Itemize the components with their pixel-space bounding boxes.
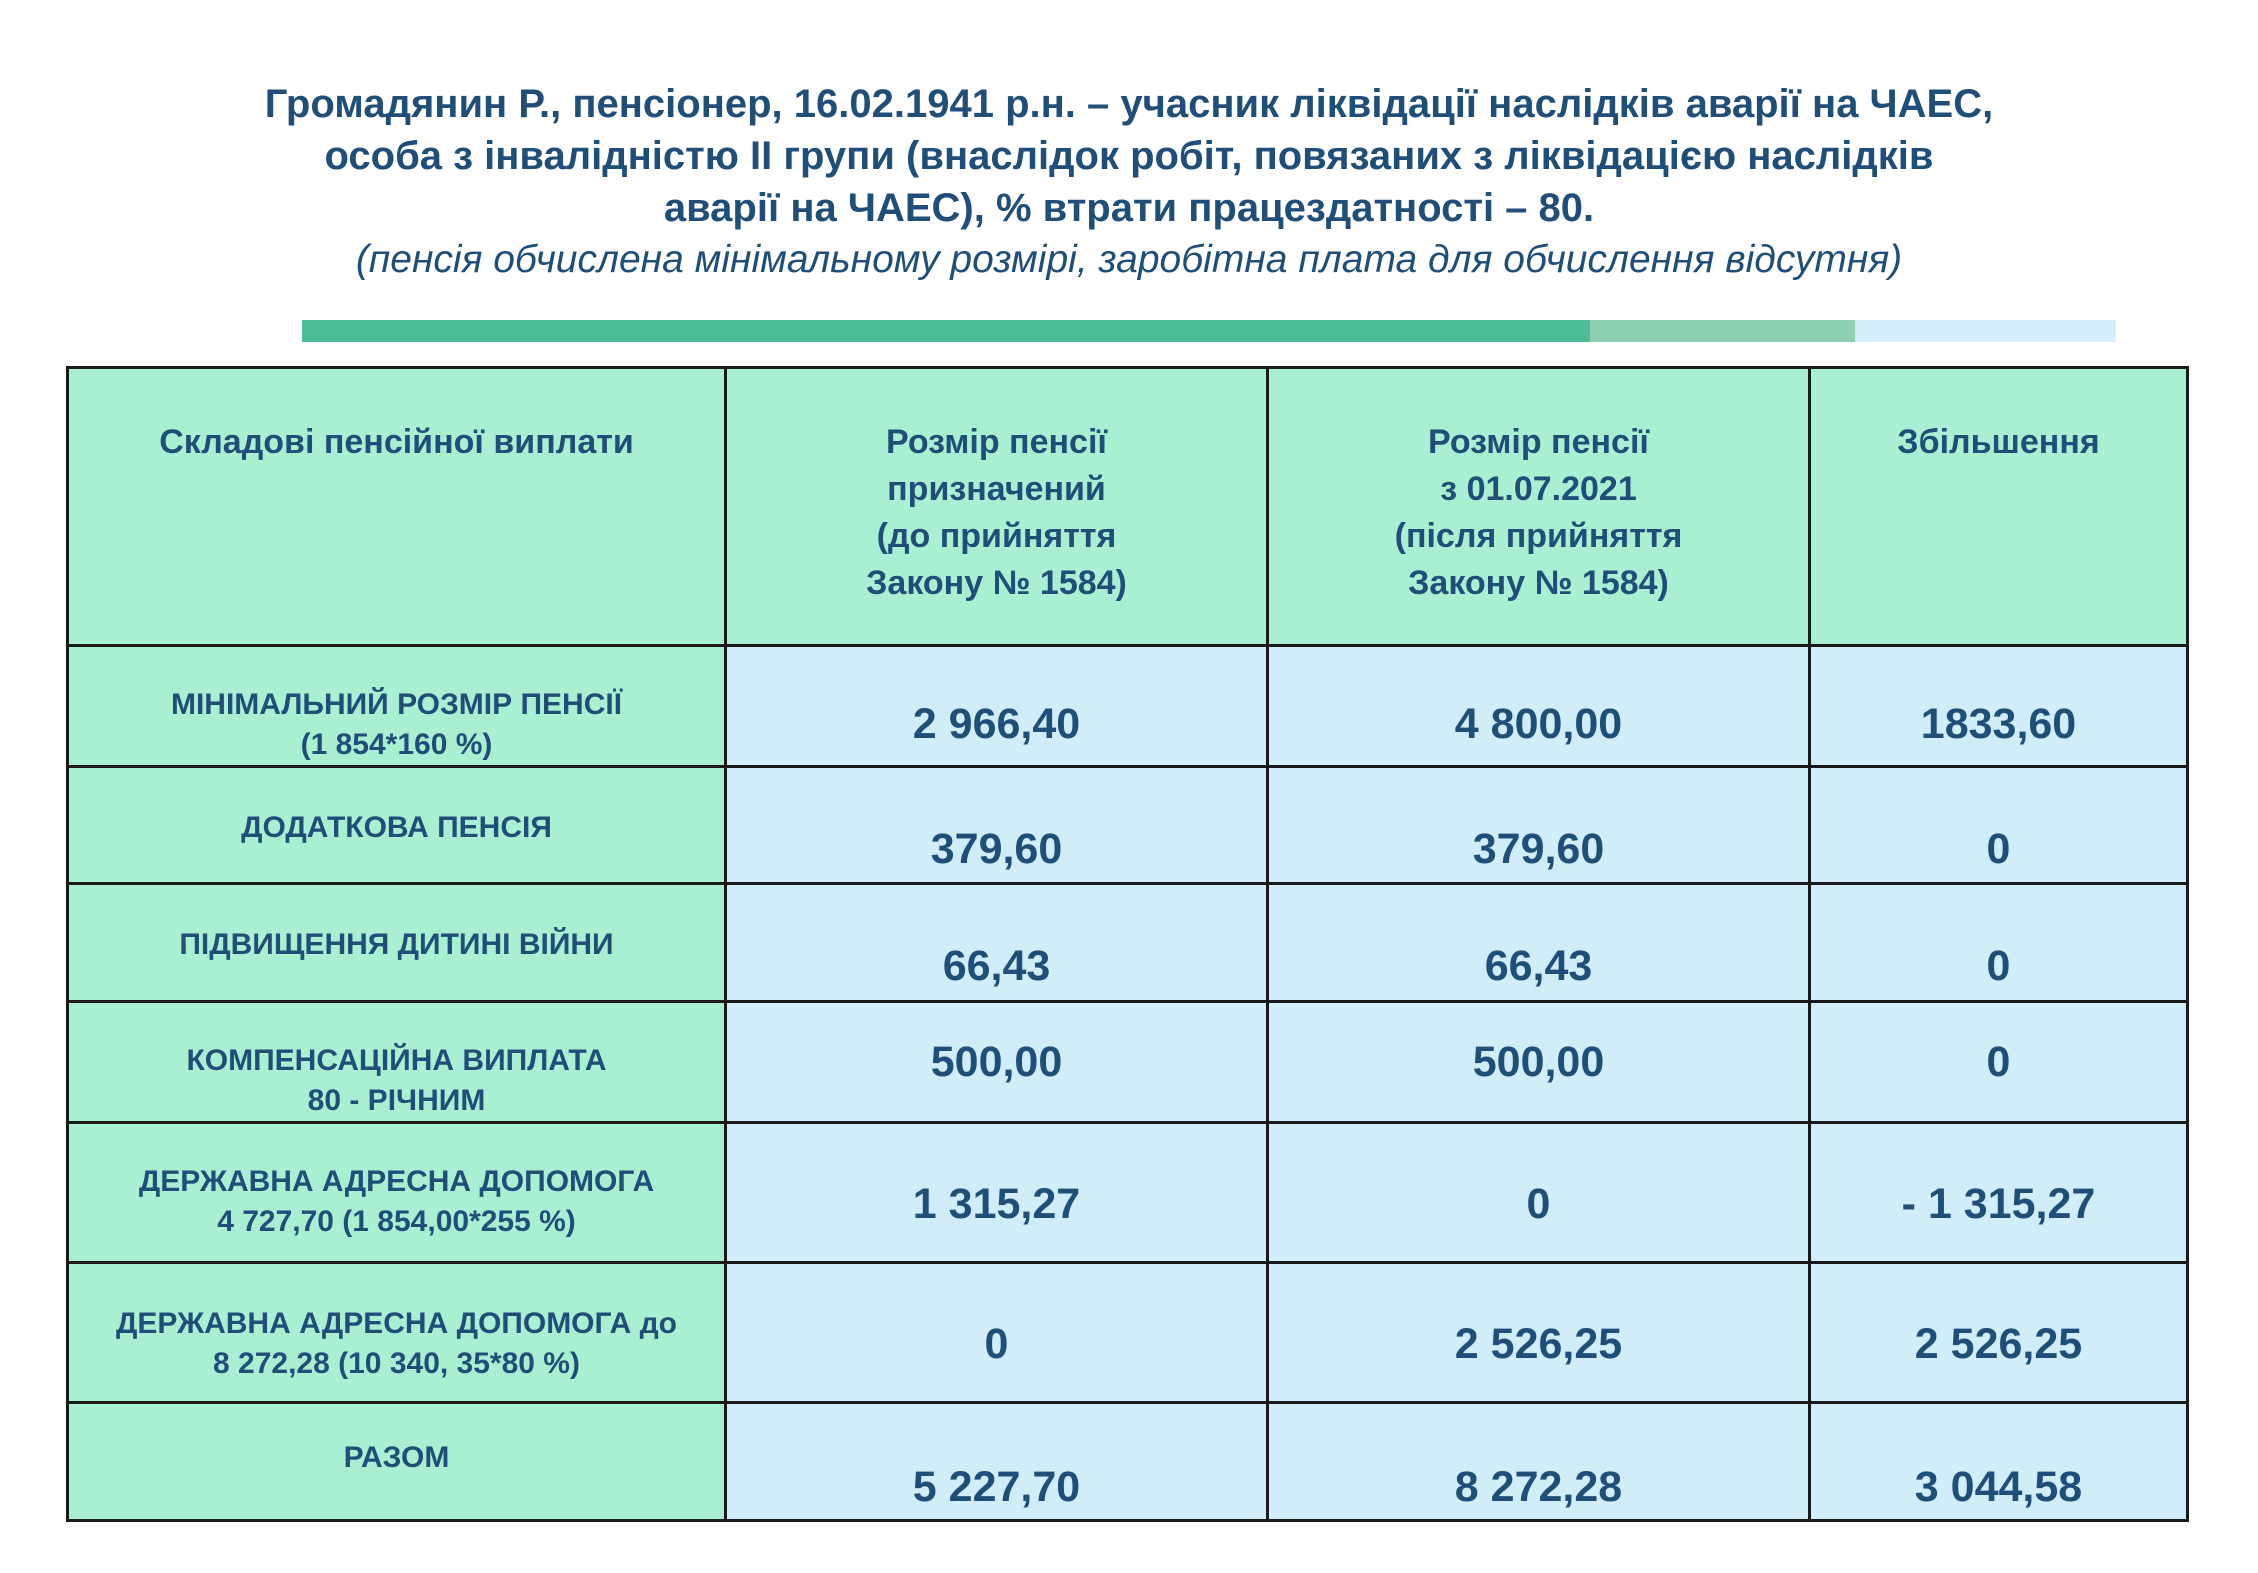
value-before — [726, 646, 1268, 767]
value-after-text: 500,00 — [1472, 1038, 1605, 1086]
table-row-total — [68, 1403, 2188, 1521]
value-increase — [1810, 767, 2188, 884]
value-before — [726, 1123, 1268, 1263]
row-label — [68, 1123, 726, 1263]
value-before — [726, 767, 1268, 884]
value-after-text: 0 — [1526, 1180, 1551, 1228]
header-before-line-4: Закону № 1584) — [866, 564, 1127, 602]
value-before — [726, 1002, 1268, 1123]
row-label — [68, 884, 726, 1002]
row-label — [68, 1002, 726, 1123]
subtitle: (пенсія обчислена мінімальному розмірі, заробітна плата для обчислення відсутня) — [355, 238, 1903, 281]
value-increase-text: 3 044,58 — [1914, 1463, 2083, 1511]
value-after-text: 4 800,00 — [1454, 700, 1623, 748]
row-label — [68, 1263, 726, 1403]
header-increase — [1810, 368, 2188, 646]
value-before-text: 2 966,40 — [912, 700, 1081, 748]
row-label-line: 4 727,70 (1 854,00*255 %) — [217, 1205, 576, 1238]
table-row — [68, 767, 2188, 884]
value-after — [1268, 767, 1810, 884]
header-after-line-1: Розмір пенсії — [1428, 423, 1649, 461]
row-label-line: 8 272,28 (10 340, 35*80 %) — [213, 1347, 580, 1380]
value-increase — [1810, 646, 2188, 767]
value-after-total — [1268, 1403, 1810, 1521]
value-increase-text: 0 — [1986, 1038, 2011, 1086]
value-increase-text: 0 — [1986, 942, 2011, 990]
row-label-line: ДЕРЖАВНА АДРЕСНА ДОПОМОГА — [138, 1165, 655, 1198]
header-after-line-3: (після прийняття — [1394, 517, 1683, 555]
title-line-1: Громадянин Р., пенсіонер, 16.02.1941 р.н. – учасник ліквідації наслідків аварії на ЧАЕС, — [264, 82, 1994, 126]
pension-table — [66, 366, 2189, 1522]
header-components — [68, 368, 726, 646]
header-after-line-2: з 01.07.2021 — [1440, 470, 1637, 508]
value-increase — [1810, 1123, 2188, 1263]
value-before-text: 1 315,27 — [912, 1180, 1081, 1228]
accent-bar-segment-mid — [1590, 320, 1855, 342]
value-increase-text: 2 526,25 — [1914, 1320, 2083, 1368]
accent-bar-segment-dark — [302, 320, 1590, 342]
value-before — [726, 884, 1268, 1002]
value-increase-text: 0 — [1986, 825, 2011, 873]
header-before-line-2: призначений — [887, 470, 1106, 508]
value-increase — [1810, 1002, 2188, 1123]
accent-bar — [302, 320, 2116, 342]
value-before-text: 66,43 — [942, 942, 1051, 990]
value-increase-text: - 1 315,27 — [1901, 1180, 2096, 1228]
row-label — [68, 767, 726, 884]
value-after-text: 2 526,25 — [1454, 1320, 1623, 1368]
accent-bar-segment-light — [1855, 320, 2116, 342]
header-pension-after — [1268, 368, 1810, 646]
value-after — [1268, 1123, 1810, 1263]
header-after-line-4: Закону № 1584) — [1408, 564, 1669, 602]
value-after-text: 8 272,28 — [1454, 1463, 1623, 1511]
value-after-text: 379,60 — [1472, 825, 1605, 873]
row-label-line: 80 - РІЧНИМ — [307, 1084, 486, 1117]
title-line-2: особа з інвалідністю ІІ групи (внаслідок робіт, повязаних з ліквідацією наслідків — [324, 134, 1934, 178]
row-label-total — [68, 1403, 726, 1521]
value-after — [1268, 884, 1810, 1002]
header-before-line-3: (до прийняття — [876, 517, 1117, 555]
header-components-line: Складові пенсійної виплати — [159, 423, 634, 461]
table-row — [68, 1002, 2188, 1123]
row-label-line: ПІДВИЩЕННЯ ДИТИНІ ВІЙНИ — [179, 928, 614, 961]
value-increase-total — [1810, 1403, 2188, 1521]
title-line-3: аварії на ЧАЕС), % втрати працездатності – 80. — [663, 186, 1595, 230]
row-label-line: КОМПЕНСАЦІЙНА ВИПЛАТА — [186, 1044, 607, 1077]
value-increase — [1810, 884, 2188, 1002]
table-row — [68, 1263, 2188, 1403]
row-label-line: (1 854*160 %) — [300, 728, 493, 761]
row-label-line: ДЕРЖАВНА АДРЕСНА ДОПОМОГА до — [115, 1307, 678, 1340]
row-label-line: ДОДАТКОВА ПЕНСІЯ — [241, 811, 552, 844]
header-pension-before — [726, 368, 1268, 646]
value-after-text: 66,43 — [1484, 942, 1593, 990]
table-row — [68, 1123, 2188, 1263]
value-before-text: 5 227,70 — [912, 1463, 1081, 1511]
value-before-text: 379,60 — [930, 825, 1063, 873]
header-increase-line: Збільшення — [1897, 423, 2100, 461]
value-increase-text: 1833,60 — [1920, 700, 2077, 748]
value-after — [1268, 646, 1810, 767]
table-row — [68, 646, 2188, 767]
table-row — [68, 884, 2188, 1002]
row-label-line: МІНІМАЛЬНИЙ РОЗМІР ПЕНСІЇ — [170, 688, 622, 721]
value-after — [1268, 1002, 1810, 1123]
value-before — [726, 1263, 1268, 1403]
document-title — [0, 78, 2258, 286]
table-header-row — [68, 368, 2188, 646]
value-before-text: 500,00 — [930, 1038, 1063, 1086]
row-label — [68, 646, 726, 767]
value-increase — [1810, 1263, 2188, 1403]
value-after — [1268, 1263, 1810, 1403]
value-before-text: 0 — [984, 1320, 1009, 1368]
header-before-line-1: Розмір пенсії — [886, 423, 1107, 461]
value-before-total — [726, 1403, 1268, 1521]
row-label-line: РАЗОМ — [343, 1441, 450, 1474]
